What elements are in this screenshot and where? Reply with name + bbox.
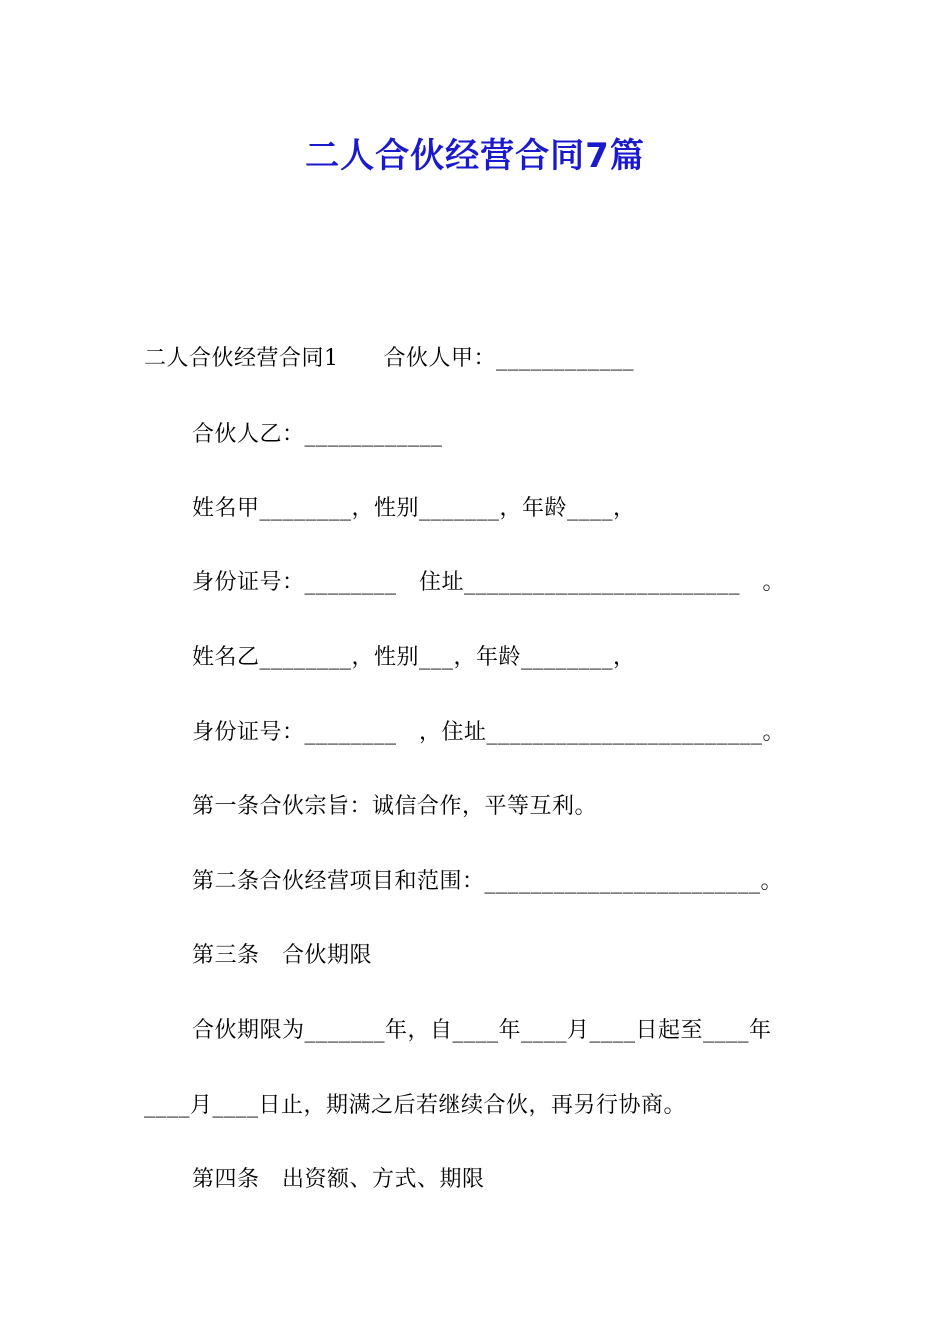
term-line-1: 合伙期限为_______年，自____年____月____日起至____年 (192, 1018, 772, 1043)
id-address-a-line: 身份证号：________ 住址________________________ 。 (192, 570, 786, 595)
name-b-line: 姓名乙________，性别___，年龄________， (192, 645, 636, 670)
name-a-line: 姓名甲________，性别_______，年龄____， (192, 496, 636, 521)
article-three-heading: 第三条 合伙期限 (192, 943, 373, 968)
article-four-heading: 第四条 出资额、方式、期限 (192, 1167, 485, 1192)
document-title: 二人合伙经营合同7篇 (305, 136, 645, 176)
contract-heading-line: 二人合伙经营合同1 合伙人甲：____________ (144, 346, 634, 371)
term-line-2: ____月____日止，期满之后若继续合伙，再另行协商。 (144, 1093, 687, 1118)
article-one-line: 第一条合伙宗旨：诚信合作，平等互利。 (192, 794, 598, 819)
partner-b-line: 合伙人乙：____________ (192, 422, 443, 447)
article-two-line: 第二条合伙经营项目和范围：________________________。 (192, 869, 784, 894)
id-address-b-line: 身份证号：________ ，住址________________________。 (192, 720, 786, 745)
